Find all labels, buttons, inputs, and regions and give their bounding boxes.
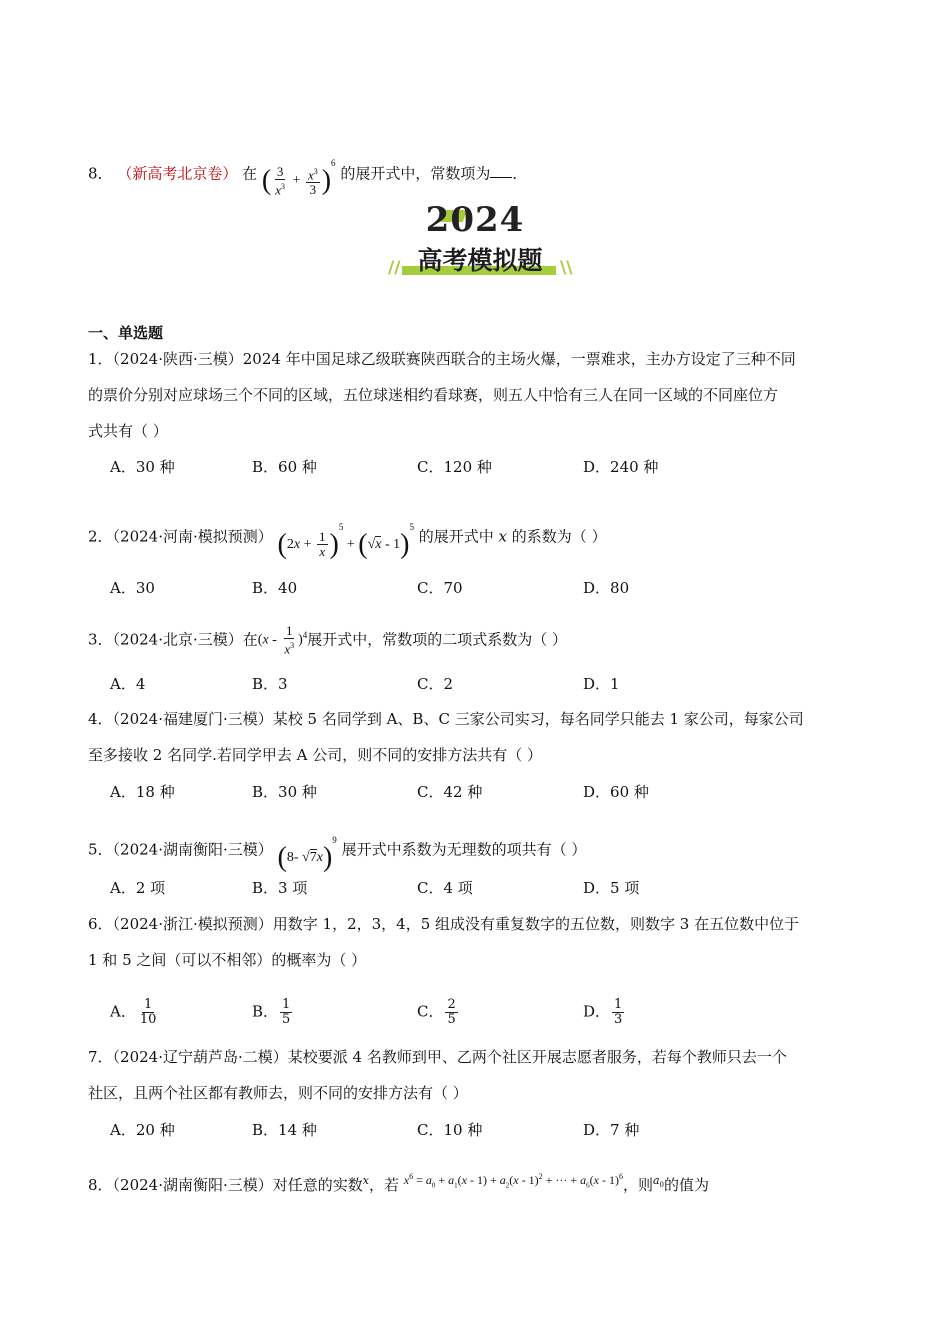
- question-text: 2．（2024·河南·模拟预测）: [88, 527, 273, 546]
- option-b: B．40: [252, 579, 298, 597]
- question-text: 8．（2024·湖南衡阳·三模）对任意的实数: [88, 1176, 363, 1194]
- option-a: A．4: [110, 675, 146, 693]
- numerator: 1: [143, 997, 153, 1012]
- question-1-line-1: 1．（2024·陕西·三模）2024 年中国足球乙级联赛陕西联合的主场火爆，一票难求，主办方设定了三种不同: [88, 350, 796, 368]
- variable: x: [498, 527, 508, 546]
- banner-right-mark: \\: [560, 258, 573, 278]
- option-label: D．: [583, 1002, 611, 1021]
- option-a: A．30 种: [110, 458, 175, 476]
- numerator: 2: [447, 997, 456, 1012]
- option-b: B．3 项: [252, 879, 308, 897]
- option-d: D．7 种: [583, 1121, 640, 1139]
- question-1-line-3: 式共有（ ）: [88, 422, 168, 440]
- option-a: A．2 项: [110, 879, 166, 897]
- denominator: 5: [282, 1012, 291, 1027]
- question-8-top: [88, 152, 862, 197]
- option-b: B．14 种: [252, 1121, 317, 1139]
- option-c: C．120 种: [417, 458, 492, 476]
- numerator: 1: [282, 997, 291, 1012]
- option-b: [252, 998, 294, 1027]
- question-4-line-1: 4．（2024·福建厦门·三模）某校 5 名同学到 A、B、C 三家公司实习，每名同学只能去 1 家公司，每家公司: [88, 710, 804, 728]
- option-c: C．42 种: [417, 783, 483, 801]
- option-c: [417, 998, 460, 1027]
- question-7-line-1: 7．（2024·辽宁葫芦岛·二模）某校要派 4 名教师到甲、乙两个社区开展志愿者服务，若每个教师只去一个: [88, 1048, 787, 1066]
- binomial-expression: ( $\frac{3}{x^3}$ + $\frac{x^3}{3}$ )$^6$: [261, 158, 336, 197]
- question-text: 的展开式中，常数项为: [340, 164, 491, 183]
- question-1-line-2: 的票价分别对应球场三个不同的区域，五位球迷相约看球赛，则五人中恰有三人在同一区域的不同座位方: [88, 386, 779, 404]
- option-d: D．80: [583, 579, 630, 597]
- question-text: 展开式中，常数项的二项式系数为（ ）: [307, 630, 568, 649]
- answer-blank: [490, 177, 512, 178]
- option-d: [583, 998, 626, 1027]
- option-b: B．60 种: [252, 458, 317, 476]
- question-8: 8．（2024·湖南衡阳·三模）对任意的实数$^x$，若 $x^6 = a_0 + a_1(x - 1) + a_2(x - 1)^2$ + ··· + $a_6(x - 1)^6$，则$^{a_0}$的值为: [88, 1166, 870, 1196]
- option-b: B．30 种: [252, 783, 317, 801]
- question-6-line-1: 6．（2024·浙江·模拟预测）用数字 1，2，3，4，5 组成没有重复数字的五位数，则数字 3 在五位数中位于: [88, 915, 800, 933]
- option-d: D．5 项: [583, 879, 640, 897]
- option-a: A．30: [110, 579, 155, 597]
- question-number: 8．: [88, 164, 113, 183]
- question-text: 展开式中系数为无理数的项共有（ ）: [341, 840, 587, 859]
- option-c: C．4 项: [417, 879, 473, 897]
- option-label: B．: [252, 1002, 279, 1021]
- option-a: [110, 998, 160, 1027]
- question-text: 的值为: [664, 1176, 710, 1194]
- question-text: 的系数为（ ）: [511, 527, 607, 546]
- option-b: B．3: [252, 675, 288, 693]
- option-a: A．18 种: [110, 783, 175, 801]
- question-4-line-2: 至多接收 2 名同学.若同学甲去 A 公司，则不同的安排方法共有（ ）: [88, 746, 542, 764]
- option-d: D．60 种: [583, 783, 649, 801]
- question-6-line-2: 1 和 5 之间（可以不相邻）的概率为（ ）: [88, 951, 367, 969]
- option-c: C．70: [417, 579, 463, 597]
- question-5: [88, 829, 862, 872]
- banner-year: 2024: [425, 200, 525, 240]
- binomial-expression: (x - $\frac{1}{x^3}$ )$^4$: [257, 623, 308, 657]
- polynomial-expression: $x^6 = a_0 + a_1(x - 1) + a_2(x - 1)^2$ + ··· + $a_6(x - 1)^6$: [403, 1172, 623, 1190]
- denominator: 5: [447, 1012, 456, 1027]
- question-text: ，若: [368, 1176, 399, 1194]
- banner-title: 高考模拟题: [417, 246, 543, 275]
- denominator: 3: [614, 1012, 623, 1027]
- option-c: C．10 种: [417, 1121, 483, 1139]
- question-text: ．: [512, 164, 528, 183]
- question-7-line-2: 社区，且两个社区都有教师去，则不同的安排方法有（ ）: [88, 1084, 468, 1102]
- question-text: 在: [242, 164, 258, 183]
- denominator: 10: [139, 1012, 157, 1027]
- question-text: ，则: [622, 1176, 653, 1194]
- question-2: [88, 516, 862, 559]
- question-text: 5．（2024·湖南衡阳·三模）: [88, 840, 273, 859]
- question-source: （新高考北京卷）: [117, 164, 238, 183]
- option-d: D．1: [583, 675, 620, 693]
- option-label: A．: [110, 1002, 136, 1021]
- numerator: 1: [614, 997, 623, 1012]
- section-heading: 一、单选题: [88, 324, 164, 342]
- option-d: D．240 种: [583, 458, 659, 476]
- question-text: 的展开式中: [418, 527, 494, 546]
- banner-left-mark: //: [388, 258, 401, 278]
- binomial-expression: (8- √7x)$^9$: [277, 835, 337, 873]
- question-3: [88, 624, 862, 657]
- question-text: 3．（2024·北京·三模）在: [88, 630, 258, 649]
- binomial-expression: (2x + $\frac{1}{x}$ )$^5$ + (√x - 1)$^5$: [277, 522, 414, 560]
- option-c: C．2: [417, 675, 454, 693]
- option-a: A．20 种: [110, 1121, 175, 1139]
- option-label: C．: [417, 1002, 444, 1021]
